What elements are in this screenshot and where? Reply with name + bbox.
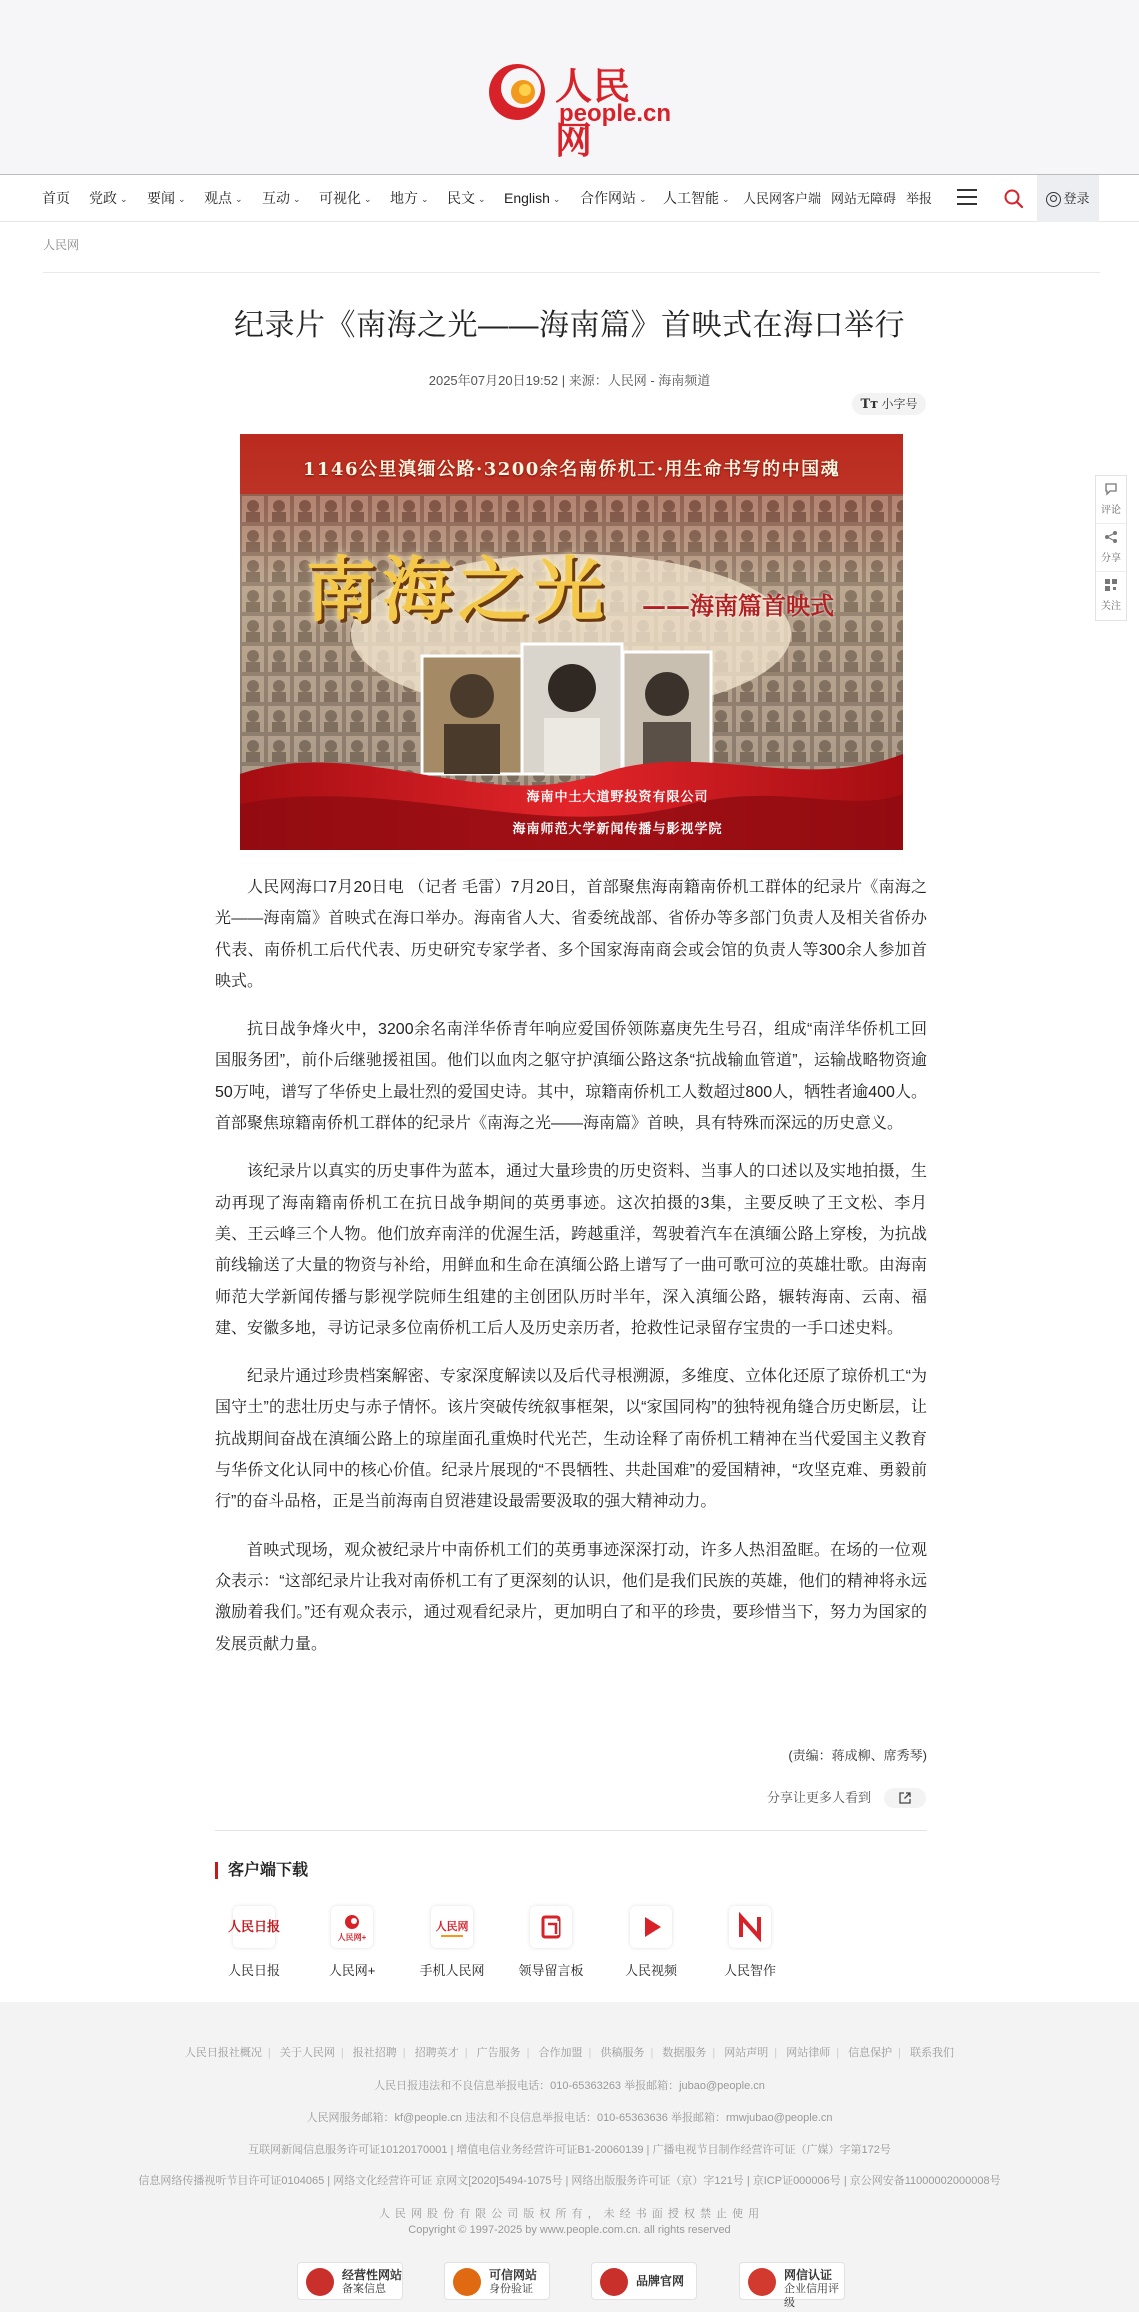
login-button[interactable]: 登录 [1037, 175, 1099, 222]
font-size-toggle[interactable]: Tт 小字号 [852, 393, 926, 415]
footer-service-line: 人民网服务邮箱：kf@people.cn 违法和不良信息举报电话：010-65363636 举报邮箱：rmwjubao@people.cn [306, 2112, 833, 2124]
nav-item-report[interactable]: 举报 [906, 191, 933, 206]
app-people-zhizuo[interactable]: 人民智作 [712, 1900, 788, 1979]
app-message-board[interactable]: 领导留言板 [513, 1900, 589, 1979]
chevron-down-icon: ⌄ [364, 193, 372, 204]
font-size-icon: Tт [860, 397, 879, 412]
footer-report-line: 人民日报违法和不良信息举报电话：010-65363263 举报邮箱：jubao@people.cn [374, 2080, 765, 2092]
logo-text-en: people.cn [559, 100, 672, 127]
footer-license-line: 互联网新闻信息服务许可证10120170001 | 增值电信业务经营许可证B1-20060139 | 广播电视节目制作经营许可证（广媒）字第172号 [248, 2144, 891, 2156]
comment-icon [1104, 482, 1118, 496]
nav-item-partners[interactable]: 合作网站 ⌄ [580, 175, 647, 222]
app-mobile-people[interactable]: 人民网 手机人民网 [414, 1900, 490, 1979]
badge-emblem-icon [306, 2268, 334, 2296]
hero-tagline: 1146公里滇缅公路·3200余名南侨机工·用生命书写的中国魂 [302, 459, 841, 480]
app-people-video[interactable]: 人民视频 [613, 1900, 689, 1979]
chevron-down-icon: ⌄ [722, 193, 730, 204]
footer-copyright-en: Copyright © 1997-2025 by www.people.com.cn. all rights reserved [408, 2224, 731, 2236]
article-paragraph: 人民网海口7月20日电 （记者 毛雷）7月20日，首部聚焦海南籍南侨机工群体的纪录片《南海之光——海南篇》首映式在海口举办。海南省人大、省委统战部、省侨办等多部门负责人及相关省侨办代表、南侨机工后代代表、历史研究专家学者、多个国家海南商会或会馆的负责人等300余人参加首映式。 [215, 879, 927, 990]
footer-link[interactable]: 关于人民网 [279, 2047, 335, 2059]
footer-license-line: 信息网络传播视听节目许可证0104065 | 网络文化经营许可证 京网文[2020]5494-1075号 | 网络出版服务许可证（京）字121号 | 京ICP证000006号 | 京公网安备11000002000008号 [138, 2175, 1001, 2187]
external-share-icon [898, 1791, 912, 1805]
chevron-down-icon: ⌄ [478, 193, 486, 204]
nav-item-local[interactable]: 地方 ⌄ [390, 175, 429, 222]
breadcrumb[interactable]: 人民网 [43, 238, 80, 252]
chevron-down-icon: ⌄ [235, 193, 243, 204]
site-logo[interactable] [483, 56, 672, 162]
sidebar-follow[interactable]: 关注 [1096, 572, 1126, 620]
menu-icon[interactable] [957, 189, 977, 207]
sidebar-comment[interactable]: 评论 [1096, 476, 1126, 524]
divider [43, 272, 1100, 273]
footer-link[interactable]: 报社招聘 [352, 2047, 397, 2059]
downloads-title: 客户端下载 [215, 1862, 308, 1879]
article-meta: 2025年07月20日19:52 | 来源：人民网 - 海南频道 [428, 373, 711, 388]
hero-subtitle: ——海南篇首映式 [642, 591, 834, 620]
zhizuo-icon [729, 1906, 771, 1948]
footer-link[interactable]: 数据服务 [662, 2047, 707, 2059]
svg-text:人民网+: 人民网+ [337, 1933, 367, 1942]
footer-link[interactable]: 联系我们 [910, 2047, 955, 2059]
nav-item-news[interactable]: 要闻 ⌄ [147, 175, 186, 222]
footer-link[interactable]: 广告服务 [476, 2047, 521, 2059]
article-paragraph: 抗日战争烽火中，3200余名南洋华侨青年响应爱国侨领陈嘉庚先生号召，组成“南洋华侨机工回国服务团”，前仆后继驰援祖国。他们以血肉之躯守护滇缅公路这条“抗战输血管道”，运输战略物资逾50万吨，谱写了华侨史上最壮烈的爱国史诗。其中，琼籍南侨机工人数超过800人，牺牲者逾400人。首部聚焦琼籍南侨机工群体的纪录片《南海之光——海南篇》首映，具有特殊而深远的历史意义。 [215, 1021, 927, 1133]
people-plus-icon [331, 1906, 373, 1948]
site-header [0, 0, 1139, 175]
nav-item-ai[interactable]: 人工智能 ⌄ [663, 175, 730, 222]
chevron-down-icon: ⌄ [178, 193, 186, 204]
logo-emblem-icon [483, 56, 553, 126]
nav-item-party[interactable]: 党政 ⌄ [89, 175, 128, 222]
sidebar-share[interactable]: 分享 [1096, 524, 1126, 572]
user-icon [1046, 192, 1061, 207]
footer-link[interactable]: 招聘英才 [414, 2047, 459, 2059]
divider [215, 1830, 927, 1831]
badge-website-record[interactable]: 经营性网站 备案信息 [297, 2262, 403, 2300]
editor-credit: (责编：蒋成柳、席秀琴) [788, 1748, 927, 1763]
nav-item-minwen[interactable]: 民文 ⌄ [447, 175, 486, 222]
footer-link[interactable]: 人民日报社概况 [184, 2047, 262, 2059]
svg-text:人民日报: 人民日报 [227, 1920, 281, 1935]
hero-organizer: 海南师范大学新闻传播与影视学院 [512, 821, 723, 836]
nav-item-english[interactable]: English ⌄ [504, 175, 560, 222]
hero-organizer: 海南中土大道野投资有限公司 [526, 789, 709, 804]
video-icon [630, 1906, 672, 1948]
article-title: 纪录片《南海之光——海南篇》首映式在海口举行 [234, 309, 905, 342]
article-paragraph: 首映式现场，观众被纪录片中南侨机工们的英勇事迹深深打动，许多人热泪盈眶。在场的一位观众表示：“这部纪录片让我对南侨机工有了更深刻的认识，他们是我们民族的英雄，他们的精神将永远激励着我们。”还有观众表示，通过观看纪录片，更加明白了和平的珍贵，要珍惜当下，努力为国家的发展贡献力量。 [215, 1541, 927, 1653]
article-paragraph: 该纪录片以真实的历史事件为蓝本，通过大量珍贵的历史资料、当事人的口述以及实地拍摄，生动再现了海南籍南侨机工在抗日战争期间的英勇事迹。这次拍摄的3集，主要反映了王文松、李月美、王云峰三个人物。他们放弃南洋的优渥生活，跨越重洋，驾驶着汽车在滇缅公路上穿梭，为抗战前线输送了大量的物资与补给，用鲜血和生命在滇缅公路上谱写了一曲可歌可泣的英雄壮歌。由海南师范大学新闻传播与影视学院师生组建的主创团队历时半年，深入滇缅公路，辗转海南、云南、福建、安徽多地，寻访记录多位南侨机工后人及历史亲历者，抢救性记录留存宝贵的一手口述史料。 [215, 1163, 927, 1337]
nav-item-app[interactable]: 人民网客户端 [743, 191, 822, 206]
chevron-down-icon: ⌄ [421, 193, 429, 204]
footer-links: 人民日报社概况 | 关于人民网 | 报社招聘 | 招聘英才 | 广告服务 | 合作加盟 | 供稿服务 | 数据服务 | 网站声明 | 网站律师 | 信息保护 | 联系我们 [184, 2047, 955, 2059]
footer-copyright-cn: 人 民 网 股 份 有 限 公 司 版 权 所 有 ， 未 经 书 面 授 权 禁 止 使 用 [378, 2208, 761, 2220]
article-body [215, 872, 927, 1677]
badge-brand-site[interactable]: 品牌官网 [591, 2262, 697, 2300]
app-people-plus[interactable]: 人民网+ 人民网+ [314, 1900, 390, 1979]
chevron-down-icon: ⌄ [120, 193, 128, 204]
badge-emblem-icon [748, 2268, 776, 2296]
logo-text-cn: 人民网 [555, 64, 631, 162]
people-daily-icon [227, 1906, 281, 1948]
footer-link[interactable]: 信息保护 [848, 2047, 893, 2059]
badge-emblem-icon [453, 2268, 481, 2296]
chevron-down-icon: ⌄ [293, 193, 301, 204]
footer-link[interactable]: 合作加盟 [538, 2047, 583, 2059]
trust-badges [0, 2262, 1139, 2309]
badge-emblem-icon [600, 2268, 628, 2296]
share-button[interactable] [884, 1788, 926, 1808]
hero-title: 南海之光 [306, 548, 610, 631]
app-people-daily[interactable]: 人民日报 人民日报 [216, 1900, 292, 1979]
mobile-people-icon [431, 1906, 473, 1948]
search-icon[interactable] [1003, 188, 1025, 210]
share-label: 分享让更多人看到 [767, 1790, 872, 1805]
footer-link[interactable]: 供稿服务 [600, 2047, 645, 2059]
badge-cyber-cert[interactable]: 网信认证 企业信用评级 [739, 2262, 845, 2300]
message-board-icon [530, 1906, 572, 1948]
footer-link[interactable]: 网站律师 [786, 2047, 831, 2059]
share-icon [1104, 530, 1118, 544]
floating-toolbar [1095, 475, 1127, 621]
nav-item-interact[interactable]: 互动 ⌄ [262, 175, 301, 222]
svg-text:人民网: 人民网 [435, 1920, 469, 1933]
chevron-down-icon: ⌄ [639, 193, 647, 204]
nav-item-opinion[interactable]: 观点 ⌄ [204, 175, 243, 222]
site-footer [0, 2002, 1139, 2312]
footer-link[interactable]: 网站声明 [724, 2047, 769, 2059]
app-downloads [215, 1900, 775, 1990]
main-nav [0, 175, 1139, 222]
chevron-down-icon: ⌄ [552, 193, 561, 204]
nav-item-accessibility[interactable]: 网站无障碍 [831, 191, 897, 206]
nav-item-home[interactable]: 首页 [42, 190, 70, 206]
hero-image [240, 434, 903, 850]
article-paragraph: 纪录片通过珍贵档案解密、专家深度解读以及后代寻根溯源，多维度、立体化还原了琼侨机工“为国守土”的悲壮历史与赤子情怀。该片突破传统叙事框架，以“家国同构”的独特视角缝合历史断层，让抗战期间奋战在滇缅公路上的琼崖面孔重焕时代光芒，生动诠释了南侨机工精神在当代爱国主义教育与华侨文化认同中的核心价值。纪录片展现的“不畏牺牲、共赴国难”的爱国精神，“攻坚克难、勇毅前行”的奋斗品格，正是当前海南自贸港建设最需要汲取的强大精神动力。 [215, 1368, 927, 1511]
follow-icon [1104, 578, 1118, 592]
nav-item-visual[interactable]: 可视化 ⌄ [319, 175, 372, 222]
badge-trusted-site[interactable]: 可信网站 身份验证 [444, 2262, 550, 2300]
